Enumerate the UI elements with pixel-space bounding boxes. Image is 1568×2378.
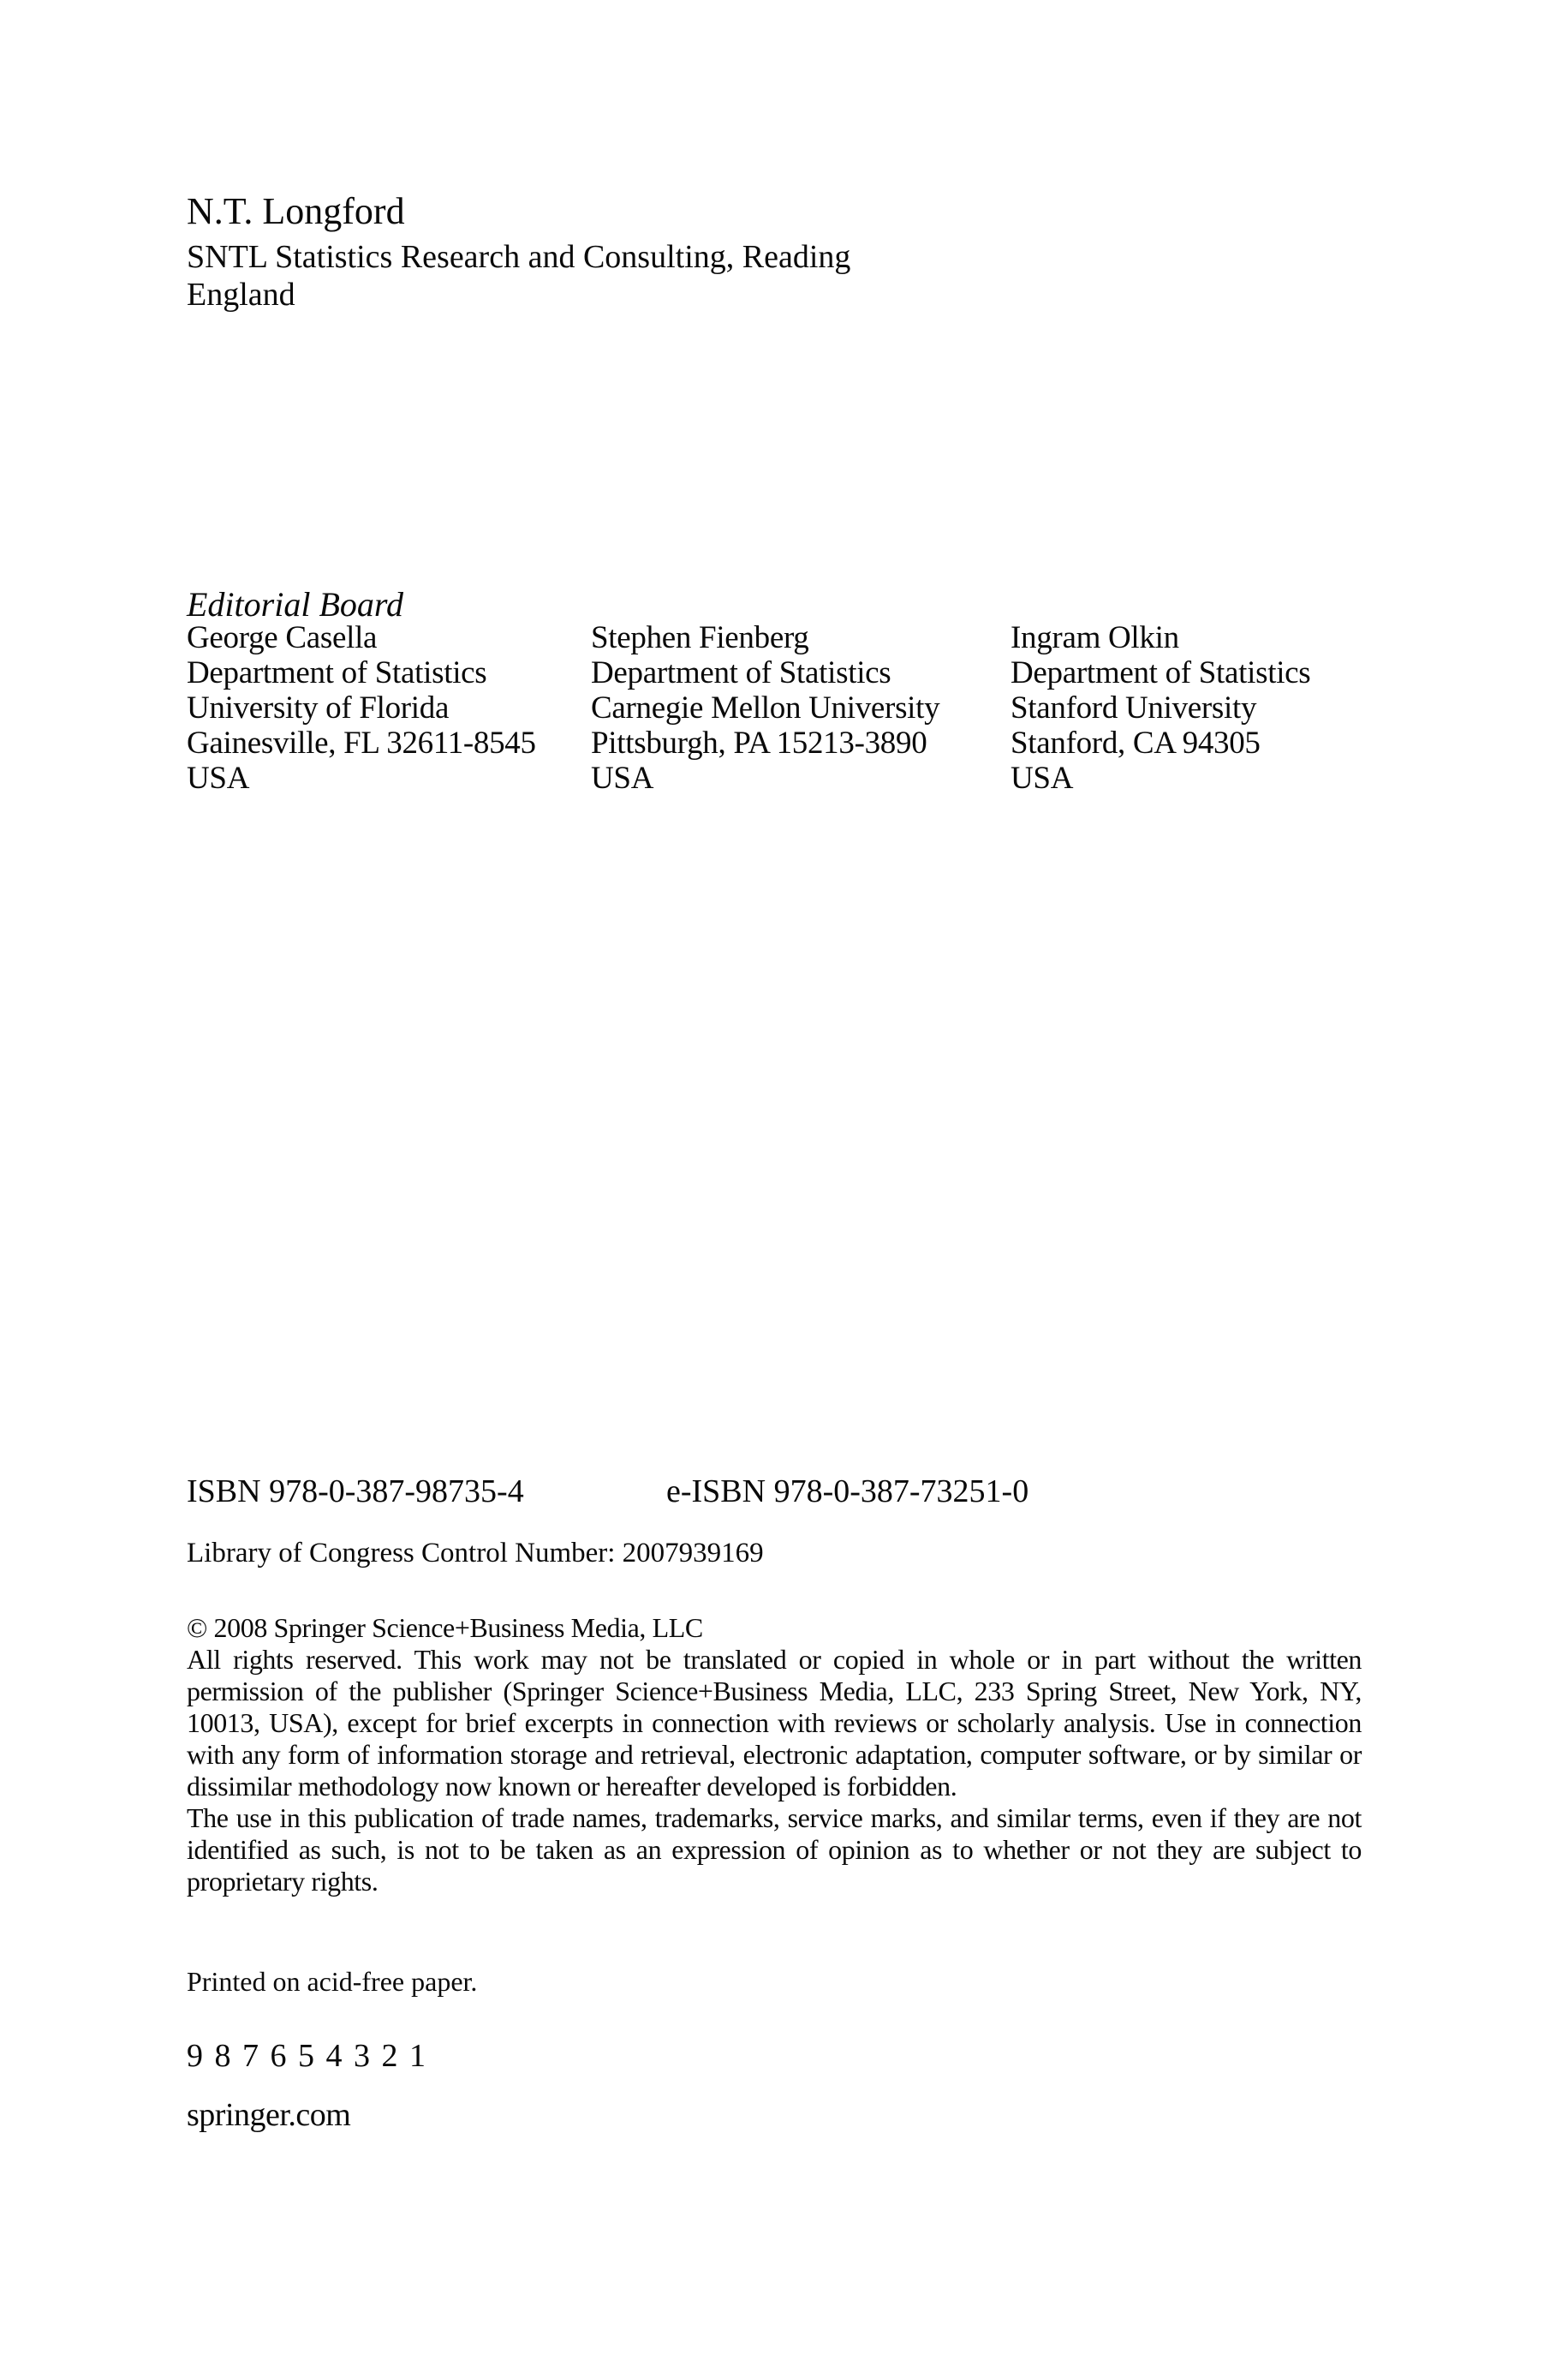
editor-column-ingram-olkin bbox=[1011, 620, 1310, 796]
lccn-line: Library of Congress Control Number: 2007939169 bbox=[187, 1538, 764, 1568]
editor-institution: Stanford University bbox=[1011, 690, 1257, 726]
editor-city: Gainesville, FL 32611-8545 bbox=[187, 726, 536, 761]
printing-run-numbers: 9 8 7 6 5 4 3 2 1 bbox=[187, 2038, 426, 2074]
editor-name: George Casella bbox=[187, 620, 378, 655]
editor-department: Department of Statistics bbox=[187, 655, 487, 690]
author-name: N.T. Longford bbox=[187, 190, 405, 232]
author-affiliation-block bbox=[187, 238, 850, 314]
editor-city: Pittsburgh, PA 15213-3890 bbox=[591, 726, 927, 761]
rights-paragraph: All rights reserved. This work may not be translated or copied in whole or in part without the written permission of the publisher (Springer Science+Business Media, LLC, 233 Spring Street, New York, NY, 10013, USA), except for brief excerpts in connection with reviews or scholarly analysis. Use in connection with any form of information storage and retrieval, electronic adaptation, computer software, or by similar or dissimilar methodology now known or hereafter developed is forbidden. bbox=[187, 1644, 1362, 1801]
isbn-print: ISBN 978-0-387-98735-4 bbox=[187, 1473, 524, 1509]
copyright-notice: © 2008 Springer Science+Business Media, LLC bbox=[187, 1612, 703, 1643]
author-country: England bbox=[187, 277, 295, 313]
acid-free-paper-note: Printed on acid-free paper. bbox=[187, 1966, 478, 1997]
editor-department: Department of Statistics bbox=[591, 655, 891, 690]
copyright-block bbox=[187, 1612, 1362, 1897]
editorial-board-heading: Editorial Board bbox=[187, 585, 403, 624]
editor-country: USA bbox=[187, 761, 250, 796]
editor-institution: University of Florida bbox=[187, 690, 450, 726]
editor-country: USA bbox=[1011, 761, 1074, 796]
editor-institution: Carnegie Mellon University bbox=[591, 690, 940, 726]
editor-column-stephen-fienberg bbox=[591, 620, 939, 796]
editor-city: Stanford, CA 94305 bbox=[1011, 726, 1261, 761]
editor-country: USA bbox=[591, 761, 654, 796]
editor-name: Stephen Fienberg bbox=[591, 620, 809, 655]
editor-name: Ingram Olkin bbox=[1011, 620, 1179, 655]
author-affiliation: SNTL Statistics Research and Consulting, Reading bbox=[187, 239, 851, 275]
publisher-website: springer.com bbox=[187, 2097, 351, 2133]
editor-department: Department of Statistics bbox=[1011, 655, 1311, 690]
editor-column-george-casella bbox=[187, 620, 536, 796]
isbn-row bbox=[187, 1473, 1386, 1509]
trademark-paragraph: The use in this publication of trade names, trademarks, service marks, and similar terms, even if they are not identified as such, is not to be taken as an expression of opinion as to whether or not they are subject to proprietary rights. bbox=[187, 1802, 1362, 1897]
isbn-electronic: e-ISBN 978-0-387-73251-0 bbox=[666, 1473, 1029, 1509]
